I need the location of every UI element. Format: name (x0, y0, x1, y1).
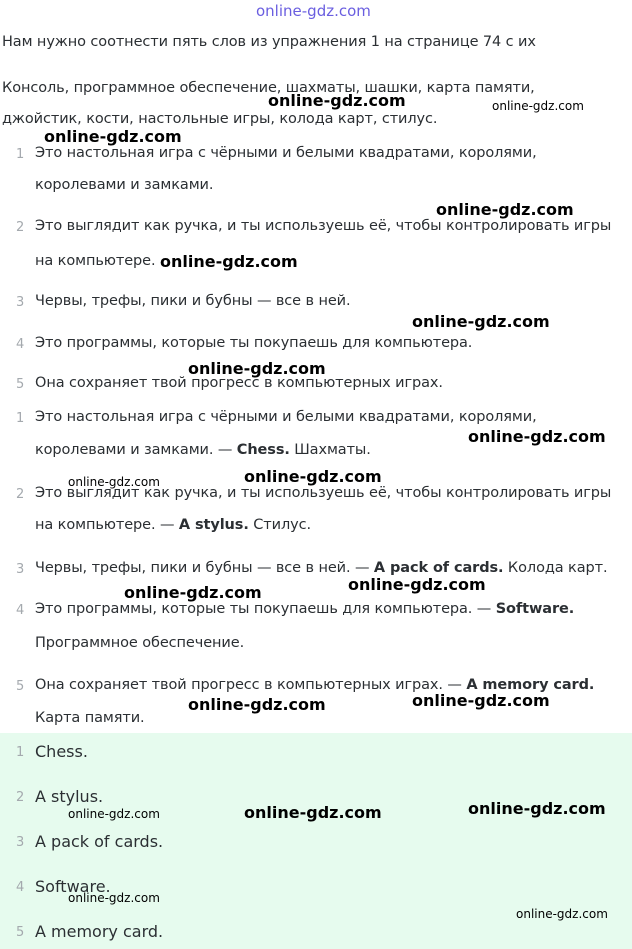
answer-number: 5 (16, 925, 25, 940)
site-watermark: online-gdz.com (44, 127, 182, 146)
site-watermark: online-gdz.com (268, 91, 406, 110)
answer-item: A memory card. (35, 922, 164, 941)
site-watermark: online-gdz.com (492, 99, 584, 113)
site-watermark: online-gdz.com (244, 803, 382, 822)
question-line: Это программы, которые ты покупаешь для компьютера. (35, 335, 473, 351)
solution-number: 1 (16, 411, 25, 426)
words-list-line-1: Консоль, программное обеспечение, шахматы, шашки, карта памяти, (2, 80, 535, 96)
intro-text: Нам нужно соотнести пять слов из упражнения 1 на странице 74 с их (2, 34, 536, 50)
answer-number: 2 (16, 790, 25, 805)
question-number: 3 (16, 295, 25, 310)
answer-number: 3 (16, 835, 25, 850)
solution-number: 3 (16, 562, 25, 577)
solution-number: 4 (16, 603, 25, 618)
question-line: королевами и замками. (35, 177, 214, 193)
site-watermark: online-gdz.com (468, 799, 606, 818)
question-number: 2 (16, 220, 25, 235)
solution-line: Это настольная игра с чёрными и белыми квадратами, королями, (35, 409, 537, 425)
question-line: Она сохраняет твой прогресс в компьютерных играх. (35, 375, 443, 391)
solution-line: Карта памяти. (35, 710, 145, 726)
solution-line: Это выглядит как ручка, и ты используешь её, чтобы контролировать игры (35, 485, 612, 501)
site-watermark: online-gdz.com (516, 907, 608, 921)
site-watermark: online-gdz.com (348, 575, 486, 594)
solution-line: королевами и замками. — Chess. Шахматы. (35, 442, 371, 458)
solution-number: 5 (16, 679, 25, 694)
answer-number: 1 (16, 745, 25, 760)
answer-term: Software. (495, 601, 575, 617)
site-watermark: online-gdz.com (188, 695, 326, 714)
site-watermark: online-gdz.com (68, 475, 160, 489)
site-watermark: online-gdz.com (68, 891, 160, 905)
site-watermark: online-gdz.com (188, 359, 326, 378)
site-watermark: online-gdz.com (468, 427, 606, 446)
site-watermark-top: online-gdz.com (256, 2, 371, 20)
site-watermark: online-gdz.com (412, 312, 550, 331)
solution-line: Это программы, которые ты покупаешь для компьютера. — Software. (35, 601, 575, 617)
solution-line: Червы, трефы, пики и бубны — все в ней. — A pack of cards. Колода карт. (35, 560, 608, 576)
answer-item: Software. (35, 877, 111, 896)
site-watermark: online-gdz.com (436, 200, 574, 219)
site-watermark: online-gdz.com (412, 691, 550, 710)
question-number: 5 (16, 377, 25, 392)
question-line: на компьютере. (35, 253, 156, 269)
solution-line: Программное обеспечение. (35, 635, 245, 651)
site-watermark: online-gdz.com (124, 583, 262, 602)
question-line: Это настольная игра с чёрными и белыми квадратами, королями, (35, 145, 537, 161)
site-watermark: online-gdz.com (160, 252, 298, 271)
site-watermark: online-gdz.com (68, 807, 160, 821)
solution-line: Она сохраняет твой прогресс в компьютерных играх. — A memory card. (35, 677, 595, 693)
solution-number: 2 (16, 487, 25, 502)
answer-term: A memory card. (466, 677, 595, 693)
answer-item: A pack of cards. (35, 832, 164, 851)
solution-line: на компьютере. — A stylus. Стилус. (35, 517, 311, 533)
words-list-line-2: джойстик, кости, настольные игры, колода карт, стилус. (2, 111, 438, 127)
answer-term: Chess. (236, 442, 290, 458)
question-line: Червы, трефы, пики и бубны — все в ней. (35, 293, 351, 309)
answer-item: Chess. (35, 742, 88, 761)
question-number: 1 (16, 147, 25, 162)
question-number: 4 (16, 337, 25, 352)
answer-item: A stylus. (35, 787, 104, 806)
question-line: Это выглядит как ручка, и ты используешь её, чтобы контролировать игры (35, 218, 612, 234)
site-watermark: online-gdz.com (244, 467, 382, 486)
answer-term: A stylus. (178, 517, 249, 533)
answer-number: 4 (16, 880, 25, 895)
answer-term: A pack of cards. (373, 560, 504, 576)
